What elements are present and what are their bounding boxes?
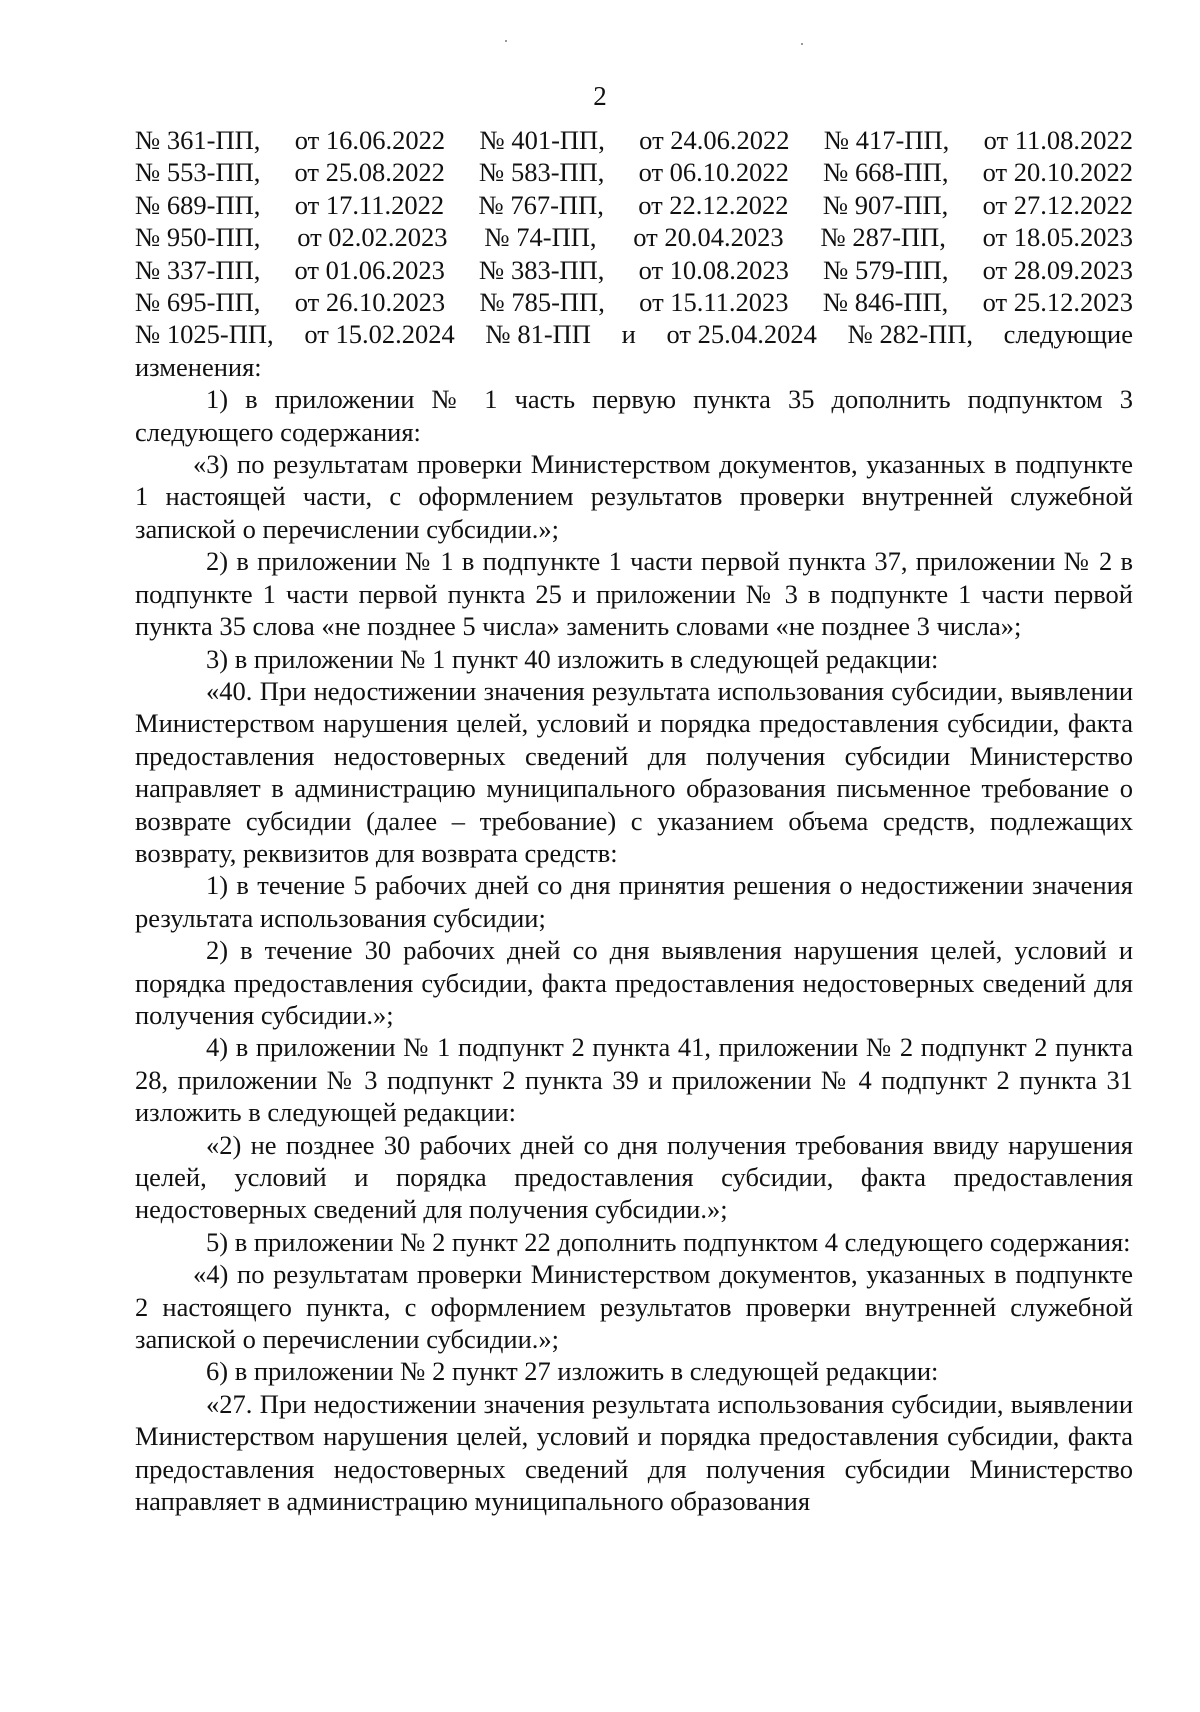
paragraph: «27. При недостижении значения результата использования субсидии, выявлении Министерством нарушения целей, условий и порядка предоставления субсидии, факта предоставления недостоверных сведений для получения субсидии Министерство направляет в администрацию муниципального образования: [135, 1388, 1133, 1517]
reference-cell: от 16.06.2022: [294, 125, 446, 155]
reference-cell: от 26.10.2023: [294, 287, 446, 318]
reference-cell: № 287-ПП,: [820, 222, 946, 253]
reference-cell: № 579-ПП,: [823, 254, 949, 285]
reference-cell: от 28.09.2023: [982, 254, 1133, 285]
reference-cell: № 1025-ПП,: [135, 319, 274, 350]
reference-cell: № 553-ПП,: [135, 157, 261, 188]
reference-cell: от 17.11.2022: [294, 189, 445, 220]
reference-cell: от 27.12.2022: [982, 189, 1133, 220]
resolution-references: [135, 124, 1133, 351]
reference-cell: № 383-ПП,: [479, 254, 605, 285]
reference-cell: № 695-ПП,: [135, 287, 261, 318]
paragraph: 2) в приложении № 1 в подпункте 1 части первой пункта 37, приложении № 2 в подпункте 1 части первой пункта 25 и приложении № 3 в подпункте 1 части первой пункта 35 слова «не позднее 5 числа» заменить словами «не позднее 3 числа»;: [135, 546, 1133, 642]
reference-row: [135, 318, 1133, 350]
reference-cell: № 583-ПП,: [479, 157, 605, 188]
reference-cell: от 02.02.2023: [297, 222, 448, 253]
paragraph: 5) в приложении № 2 пункт 22 дополнить подпунктом 4 следующего содержания:: [206, 1226, 1131, 1257]
reference-cell: № 689-ПП,: [135, 189, 261, 220]
paragraph: «40. При недостижении значения результата использования субсидии, выявлении Министерством нарушения целей, условий и порядка предоставления субсидии, факта предоставления недостоверных сведений для получения субсидии Министерство направляет в администрацию муниципального образования письменное требование о возврате субсидии (далее – требование) с указанием объема средств, подлежащих возврату, реквизитов для возврата средств:: [135, 675, 1133, 868]
reference-row: [135, 254, 1133, 286]
paragraphs: [135, 351, 1133, 1518]
reference-cell: от 20.10.2022: [982, 157, 1133, 188]
reference-cell: от 06.10.2022: [638, 157, 789, 188]
paragraph: 1) в течение 5 рабочих дней со дня принятия решения о недостижении значения результата использования субсидии;: [135, 870, 1133, 933]
reference-cell: от 11.08.2022: [983, 125, 1133, 155]
reference-cell: № 81-ПП: [485, 319, 591, 350]
scan-speck: [801, 43, 803, 45]
reference-cell: от 22.12.2022: [638, 189, 789, 220]
paragraph: 6) в приложении № 2 пункт 27 изложить в следующей редакции:: [206, 1356, 939, 1387]
reference-cell: следующие: [1003, 319, 1133, 350]
reference-row: [135, 156, 1133, 188]
paragraph: «2) не позднее 30 рабочих дней со дня получения требования ввиду нарушения целей, условий и порядка предоставления субсидии, факта предоставления недостоверных сведений для получения субсидии.»;: [135, 1129, 1133, 1225]
reference-cell: от 10.08.2023: [638, 254, 789, 285]
reference-cell: № 950-ПП,: [135, 222, 261, 253]
reference-row: [135, 189, 1133, 221]
document-body: [135, 124, 1133, 1517]
reference-row: [135, 286, 1133, 318]
reference-cell: № 767-ПП,: [478, 189, 604, 220]
paragraph: 2) в течение 30 рабочих дней со дня выявления нарушения целей, условий и порядка предоставления субсидии, факта предоставления недостоверных сведений для получения субсидии.»;: [135, 935, 1133, 1030]
reference-row: [135, 124, 1133, 156]
reference-cell: от 25.08.2022: [294, 157, 445, 188]
reference-cell: № 846-ПП,: [822, 287, 949, 318]
paragraph: изменения:: [135, 351, 262, 382]
reference-cell: № 417-ПП,: [823, 125, 950, 155]
reference-cell: № 401-ПП,: [479, 125, 605, 155]
reference-cell: от 01.06.2023: [294, 254, 445, 285]
reference-row: [135, 221, 1133, 253]
reference-cell: от 20.04.2023: [633, 222, 784, 253]
reference-cell: от 24.06.2022: [639, 125, 790, 155]
reference-cell: и: [621, 319, 636, 350]
reference-cell: № 337-ПП,: [135, 254, 261, 285]
paragraph: «3) по результатам проверки Министерством документов, указанных в подпункте 1 настоящей части, с оформлением результатов проверки внутренней служебной запиской о перечислении субсидии.»;: [135, 449, 1133, 544]
reference-cell: № 282-ПП,: [847, 319, 973, 350]
reference-cell: № 74-ПП,: [484, 222, 597, 253]
reference-cell: от 25.04.2024: [666, 319, 817, 350]
scan-speck: [505, 40, 507, 42]
paragraph: 4) в приложении № 1 подпункт 2 пункта 41, приложении № 2 подпункт 2 пункта 28, приложении № 3 подпункт 2 пункта 39 и приложении № 4 подпункт 2 пункта 31 изложить в следующей редакции:: [135, 1032, 1133, 1128]
reference-cell: от 15.11.2023: [639, 287, 789, 318]
paragraph: 3) в приложении № 1 пункт 40 изложить в следующей редакции:: [206, 643, 939, 674]
reference-cell: № 907-ПП,: [822, 189, 949, 220]
reference-cell: № 668-ПП,: [823, 157, 949, 188]
page-number: 2: [593, 81, 607, 111]
paragraph: «4) по результатам проверки Министерством документов, указанных в подпункте 2 настоящего пункта, с оформлением результатов проверки внутренней служебной запиской о перечислении субсидии.»;: [135, 1259, 1133, 1355]
reference-cell: № 785-ПП,: [479, 287, 605, 318]
reference-cell: от 25.12.2023: [982, 287, 1133, 318]
reference-cell: от 18.05.2023: [982, 222, 1133, 253]
paragraph: 1) в приложении № 1 часть первую пункта 35 дополнить подпунктом 3 следующего содержания:: [135, 384, 1133, 447]
reference-cell: от 15.02.2024: [304, 319, 455, 350]
reference-cell: № 361-ПП,: [135, 125, 261, 155]
